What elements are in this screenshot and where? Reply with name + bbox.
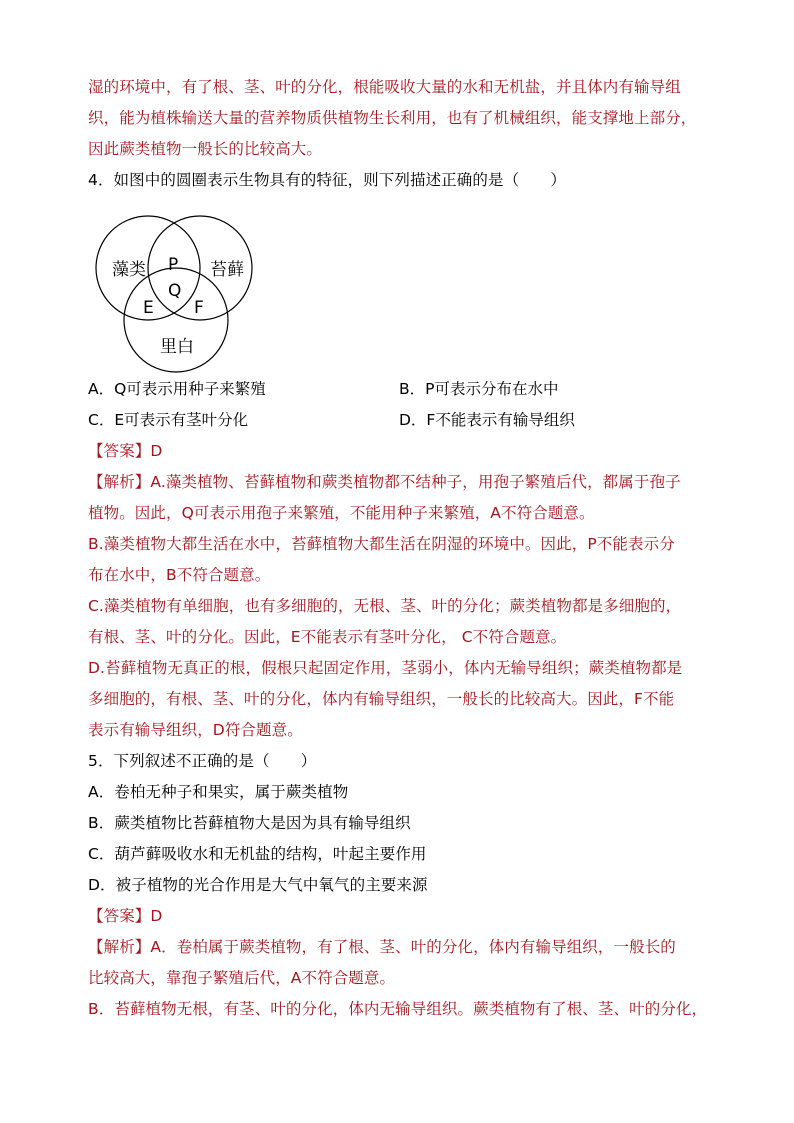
analysis-line: 多细胞的，有根、茎、叶的分化，体内有输导组织，一般长的比较高大。因此，F不能 xyxy=(88,690,675,708)
circle-label-moss: 苔藓 xyxy=(210,260,244,280)
analysis-line: 表示有输导组织，D符合题意。 xyxy=(88,721,303,739)
region-label-p: P xyxy=(168,255,179,275)
region-label-q: Q xyxy=(168,281,182,301)
question-4-stem: 4．如图中的圆圈表示生物具有的特征，则下列描述正确的是（ ） xyxy=(88,171,566,189)
region-label-f: F xyxy=(194,298,204,318)
circle-label-algae: 藻类 xyxy=(112,260,146,280)
analysis-text: A.藻类植物、苔藓植物和蕨类植物都不结种子，用孢子繁殖后代，都属于孢子 xyxy=(150,473,681,491)
answer-tag: 【答案】 xyxy=(88,442,151,460)
analysis-line: D.苔藓植物无真正的根，假根只起固定作用，茎弱小，体内无输导组织；蕨类植物都是 xyxy=(88,659,683,677)
option-d: D．F不能表示有输导组织 xyxy=(399,411,575,429)
analysis-tag: 【解析】 xyxy=(88,938,151,956)
analysis-line: C.藻类植物有单细胞，也有多细胞的，无根、茎、叶的分化；蕨类植物都是多细胞的， xyxy=(88,597,682,615)
analysis-line: B．苔藓植物无根，有茎、叶的分化，体内无输导组织。蕨类植物有了根、茎、叶的分化， xyxy=(88,1000,708,1018)
analysis-line: 布在水中，B不符合题意。 xyxy=(88,566,271,584)
question-5-answer xyxy=(88,901,710,932)
analysis-line: 植物。因此，Q可表示用孢子来繁殖，不能用种子来繁殖，A不符合题意。 xyxy=(88,504,595,522)
answer-tag: 【答案】 xyxy=(88,907,151,925)
option-a: A．卷柏无种子和果实，属于蕨类植物 xyxy=(88,783,349,801)
option-b: B．蕨类植物比苔藓植物大是因为具有输导组织 xyxy=(88,814,411,832)
venn-diagram xyxy=(88,200,288,374)
analysis-text: A．卷柏属于蕨类植物，有了根、茎、叶的分化，体内有输导组织，一般长的 xyxy=(150,938,676,956)
option-c: C．葫芦藓吸收水和无机盐的结构，叶起主要作用 xyxy=(88,845,427,863)
option-b: B．P可表示分布在水中 xyxy=(399,380,559,398)
text-line: 湿的环境中，有了根、茎、叶的分化，根能吸收大量的水和无机盐，并且体内有输导组 xyxy=(88,78,681,96)
document-page xyxy=(88,72,710,1025)
question-4-answer xyxy=(88,436,710,467)
question-5-stem: 5．下列叙述不正确的是（ ） xyxy=(88,752,317,770)
analysis-line: B.藻类植物大都生活在水中，苔藓植物大都生活在阴湿的环境中。因此，P不能表示分 xyxy=(88,535,675,553)
option-a: A．Q可表示用种子来繁殖 xyxy=(88,380,266,398)
analysis-tag: 【解析】 xyxy=(88,473,151,491)
text-line: 织，能为植株输送大量的营养物质供植物生长利用，也有了机械组织，能支撑地上部分， xyxy=(88,109,697,127)
option-c: C．E可表示有茎叶分化 xyxy=(88,411,249,429)
answer-value: D xyxy=(150,442,163,460)
circle-label-fern: 里白 xyxy=(160,337,194,357)
analysis-line: 有根、茎、叶的分化。因此，E不能表示有茎叶分化， C不符合题意。 xyxy=(88,628,567,646)
text-line: 因此蕨类植物一般长的比较高大。 xyxy=(88,140,323,158)
analysis-line: 比较高大，靠孢子繁殖后代，A不符合题意。 xyxy=(88,969,396,987)
region-label-e: E xyxy=(143,298,154,318)
analysis-line xyxy=(88,932,710,963)
analysis-line xyxy=(88,467,710,498)
option-d: D．被子植物的光合作用是大气中氧气的主要来源 xyxy=(88,876,428,894)
venn-diagram-container xyxy=(88,196,710,374)
question-4-options-row-1 xyxy=(88,374,710,405)
answer-value: D xyxy=(150,907,163,925)
question-4-options-row-2 xyxy=(88,405,710,436)
